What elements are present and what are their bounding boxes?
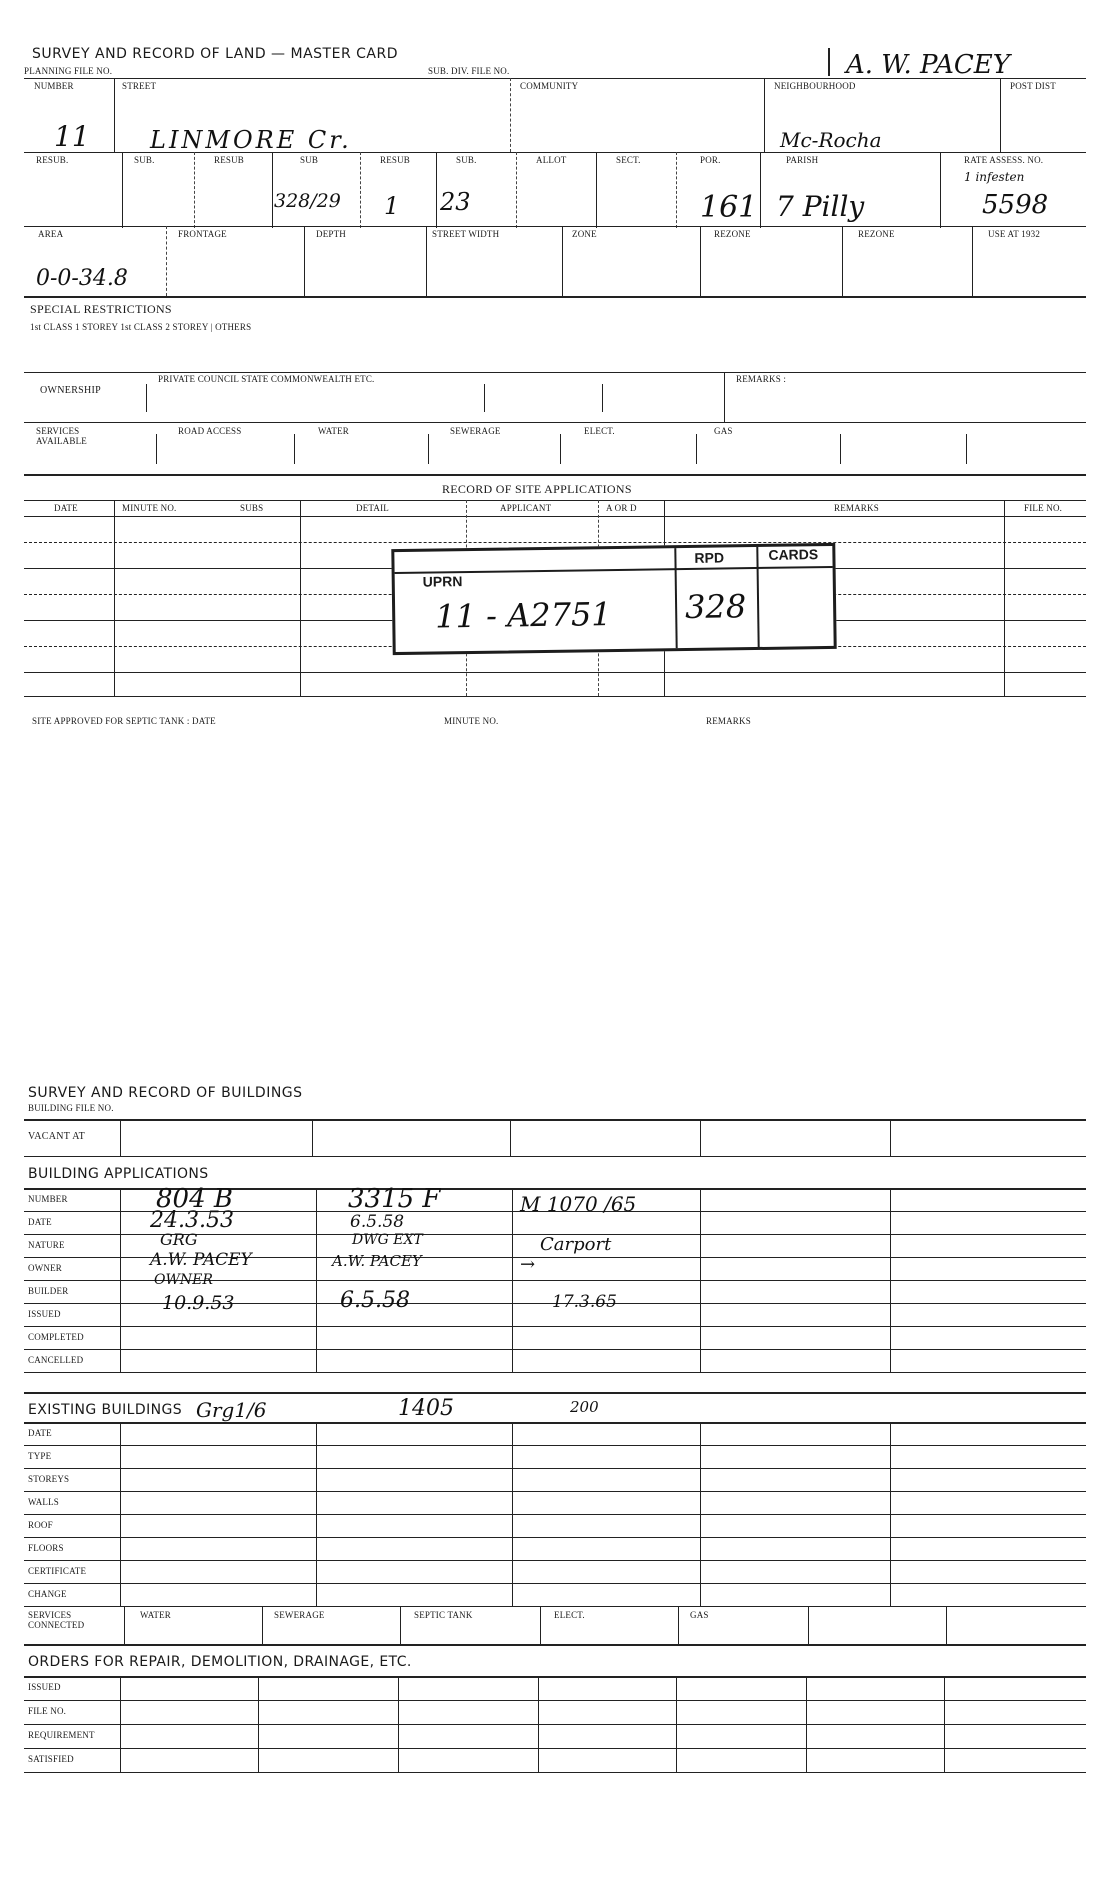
parish-value: 7 Pilly [776,190,865,223]
existing-row-label: CHANGE [28,1589,67,1599]
col-divider [562,226,563,296]
col-divider [510,78,511,152]
application-row-label: NUMBER [28,1194,68,1204]
col-divider [1004,500,1005,696]
planning-file-label: PLANNING FILE NO. [24,66,113,76]
buildings-card-title: SURVEY AND RECORD OF BUILDINGS [28,1085,303,1101]
col-divider [890,1188,891,1372]
sub-label: SUB [300,155,319,165]
app2-issued: 6.5.58 [340,1288,410,1313]
col-divider [124,1606,125,1644]
orders-row-label: SATISFIED [28,1754,74,1764]
rule [24,1583,1086,1584]
rule [24,1724,1086,1725]
col-divider [156,434,157,464]
depth-label: DEPTH [316,229,346,239]
svc-elect-label: ELECT. [554,1610,585,1620]
orders-row-label: REQUIREMENT [28,1730,95,1740]
col-divider [120,1188,121,1372]
area-label: AREA [38,229,64,239]
col-divider [294,434,295,464]
allot-label: ALLOT [536,155,567,165]
col-divider [426,226,427,296]
site-applications-header: RECORD OF SITE APPLICATIONS [442,482,632,496]
app1-date: 24.3.53 [150,1208,234,1233]
col-divider [194,152,195,228]
subs-col-label: SUBS [240,503,264,513]
rule [24,1748,1086,1749]
col-divider [560,434,561,464]
rule [24,1372,1086,1373]
svc-water-label: WATER [140,1610,171,1620]
col-divider [398,1676,399,1772]
rate-assess-label: RATE ASSESS. NO. [964,155,1044,165]
col-divider [262,1606,263,1644]
col-divider [764,78,765,152]
rule [24,1644,1086,1646]
uprn-label: UPRN [422,573,463,590]
rule [24,1606,1086,1607]
app1-owner: A.W. PACEY [150,1250,252,1270]
col-divider [760,152,761,228]
col-divider [678,1606,679,1644]
rule [24,1445,1086,1446]
col-divider [696,434,697,464]
col-divider [272,152,273,228]
minute-no-col-label: MINUTE NO. [122,503,177,513]
neighbourhood-label: NEIGHBOURHOOD [774,81,856,91]
use-at-label: USE AT 1932 [988,229,1041,239]
svc-sewerage-label: SEWERAGE [274,1610,325,1620]
col-divider [538,1676,539,1772]
rate-assess-note: 1 infesten [964,170,1025,184]
existing-row-label: FLOORS [28,1543,64,1553]
orders-header: ORDERS FOR REPAIR, DEMOLITION, DRAINAGE, ETC. [28,1654,412,1670]
rezone-label: REZONE [714,229,751,239]
col-divider [700,1188,701,1372]
subdiv-file-label: SUB. DIV. FILE NO. [428,66,510,76]
rule [24,1422,1086,1424]
col-divider [120,1676,121,1772]
resub-label: RESUB. [36,155,69,165]
ownership-types-label: PRIVATE COUNCIL STATE COMMONWEALTH ETC. [158,374,375,384]
resub-value: 1 [384,192,400,220]
application-row-label: DATE [28,1217,52,1227]
col-divider [676,152,677,228]
gas-label: GAS [714,426,733,436]
existing-row-label: DATE [28,1428,52,1438]
number-value: 11 [54,120,90,153]
col-divider [944,1676,945,1772]
sub-label: SUB. [456,155,477,165]
road-access-label: ROAD ACCESS [178,426,242,436]
app1-nature: GRG [160,1230,198,1249]
col-divider [890,1120,891,1156]
col-divider [972,226,973,296]
col-divider [258,1676,259,1772]
orders-row-label: FILE NO. [28,1706,67,1716]
land-card-title: SURVEY AND RECORD OF LAND — MASTER CARD [32,46,398,62]
date-col-label: DATE [54,503,78,513]
col-divider [724,372,725,422]
col-divider [700,226,701,296]
parish-label: PARISH [786,155,819,165]
col-divider [120,1120,121,1156]
col-divider [602,384,603,412]
rule [24,1349,1086,1350]
zone-label: ZONE [572,229,597,239]
application-row-label: NATURE [28,1240,65,1250]
rule [24,78,1086,79]
application-row-label: COMPLETED [28,1332,84,1342]
app3-nature: Carport [540,1234,612,1255]
existing-buildings-header: EXISTING BUILDINGS [28,1402,183,1418]
rule [24,372,1086,373]
col-divider [316,1422,317,1606]
col-divider [842,226,843,296]
existing-value-3: 200 [570,1398,599,1416]
rule [24,422,1086,423]
water-label: WATER [318,426,349,436]
stamp-divider [756,547,759,647]
app1-builder: OWNER [154,1272,213,1288]
rule [24,1326,1086,1327]
rpd-value: 328 [684,587,747,627]
app3-owner: → [520,1254,536,1275]
existing-row-label: CERTIFICATE [28,1566,87,1576]
sewerage-label: SEWERAGE [450,426,501,436]
street-value: LINMORE Cr. [150,126,352,154]
existing-row-label: ROOF [28,1520,53,1530]
services-available-label: SERVICES AVAILABLE [36,426,87,446]
sect-label: SECT. [616,155,641,165]
rule [24,1156,1086,1157]
rule [24,542,1086,543]
col-divider [484,384,485,412]
col-divider [120,1422,121,1606]
por-label: POR. [700,155,721,165]
sub-value: 23 [440,188,471,216]
rpd-label: RPD [694,549,725,566]
col-divider [700,1422,701,1606]
owner-name-handwritten: A. W. PACEY [846,50,1010,80]
col-divider [940,152,941,228]
col-divider [436,152,437,228]
rule [24,516,1086,517]
col-divider [1000,78,1001,152]
resub-label: RESUB [214,155,245,165]
existing-row-label: WALLS [28,1497,59,1507]
post-dist-label: POST DIST [1010,81,1056,91]
existing-value-2: 1405 [398,1396,454,1421]
rule [24,696,1086,697]
col-divider [890,1422,891,1606]
app2-date: 6.5.58 [350,1212,405,1232]
ownership-label: OWNERSHIP [40,385,102,396]
community-label: COMMUNITY [520,81,579,91]
a-or-d-col-label: A OR D [606,503,637,513]
existing-value-1: Grg1/6 [196,1398,267,1422]
col-divider [966,434,967,464]
col-divider [400,1606,401,1644]
building-applications-header: BUILDING APPLICATIONS [28,1166,209,1182]
uprn-stamp [391,543,836,655]
stamp-divider [674,548,677,648]
application-row-label: BUILDER [28,1286,69,1296]
col-divider [840,434,841,464]
file-no-col-label: FILE NO. [1024,503,1063,513]
resub-label: RESUB [380,155,411,165]
rule [24,500,1086,501]
application-row-label: CANCELLED [28,1355,84,1365]
rule [24,672,1086,673]
detail-col-label: DETAIL [356,503,389,513]
rule [24,1560,1086,1561]
col-divider [360,152,361,228]
app1-issued: 10.9.53 [162,1292,235,1314]
applicant-col-label: APPLICANT [500,503,552,513]
rate-assess-value: 5598 [982,190,1049,220]
rule [24,152,1086,153]
header-divider [828,48,830,76]
rule [24,1676,1086,1678]
class-options-label: 1st CLASS 1 STOREY 1st CLASS 2 STOREY | OTHERS [30,322,252,332]
col-divider [946,1606,947,1644]
rule [24,1772,1086,1773]
special-restrictions-label: SPECIAL RESTRICTIONS [30,302,172,316]
land-master-card [0,0,1116,760]
buildings-card [0,1080,1116,1800]
col-divider [114,500,115,696]
services-connected-label: SERVICES CONNECTED [28,1610,85,1630]
existing-row-label: STOREYS [28,1474,70,1484]
col-divider [540,1606,541,1644]
existing-row-label: TYPE [28,1451,52,1461]
col-divider [122,152,123,228]
col-divider [114,78,115,152]
rule [24,1700,1086,1701]
col-divider [312,1120,313,1156]
col-divider [510,1120,511,1156]
rule [24,1468,1086,1469]
col-divider [316,1188,317,1372]
col-divider [300,500,301,696]
street-label: STREET [122,81,157,91]
col-divider [596,152,597,228]
application-row-label: ISSUED [28,1309,61,1319]
col-divider [516,152,517,228]
rule [24,1491,1086,1492]
col-divider [808,1606,809,1644]
vacant-at-label: VACANT AT [28,1131,86,1142]
orders-row-label: ISSUED [28,1682,61,1692]
app2-nature: DWG EXT [352,1232,423,1248]
col-divider [512,1422,513,1606]
remarks-col-label: REMARKS [834,503,879,513]
col-divider [806,1676,807,1772]
subdiv-value: 328/29 [274,190,341,212]
app3-issued: 17.3.65 [552,1292,617,1312]
elect-label: ELECT. [584,426,615,436]
septic-approved-label: SITE APPROVED FOR SEPTIC TANK : DATE [32,716,216,726]
rule [24,1514,1086,1515]
col-divider [428,434,429,464]
uprn-value: 11 - A2751 [434,595,612,636]
rule [24,1119,1086,1121]
rule [24,226,1086,227]
neighbourhood-value: Mc-Rocha [780,128,882,152]
frontage-label: FRONTAGE [178,229,227,239]
col-divider [304,226,305,296]
area-value: 0-0-34.8 [36,266,128,291]
col-divider [512,1188,513,1372]
rezone-label: REZONE [858,229,895,239]
sub-label: SUB. [134,155,155,165]
col-divider [166,226,167,296]
app3-number: M 1070 /65 [520,1192,637,1216]
ownership-remarks-label: REMARKS : [736,374,787,384]
por-value: 161 [700,190,758,225]
svc-septic-label: SEPTIC TANK [414,1610,473,1620]
application-row-label: OWNER [28,1263,62,1273]
app2-owner: A.W. PACEY [332,1252,422,1270]
rule [24,296,1086,298]
septic-minute-label: MINUTE NO. [444,716,499,726]
number-label: NUMBER [34,81,74,91]
col-divider [700,1120,701,1156]
septic-remarks-label: REMARKS [706,716,751,726]
svc-gas-label: GAS [690,1610,709,1620]
app1-number: 804 B [156,1184,233,1214]
rule [24,474,1086,476]
col-divider [146,384,147,412]
rule [24,1537,1086,1538]
rule [24,1392,1086,1394]
cards-label: CARDS [768,546,819,563]
app2-number: 3315 F [348,1184,441,1214]
building-file-label: BUILDING FILE NO. [28,1103,114,1113]
col-divider [676,1676,677,1772]
street-width-label: STREET WIDTH [432,229,500,239]
